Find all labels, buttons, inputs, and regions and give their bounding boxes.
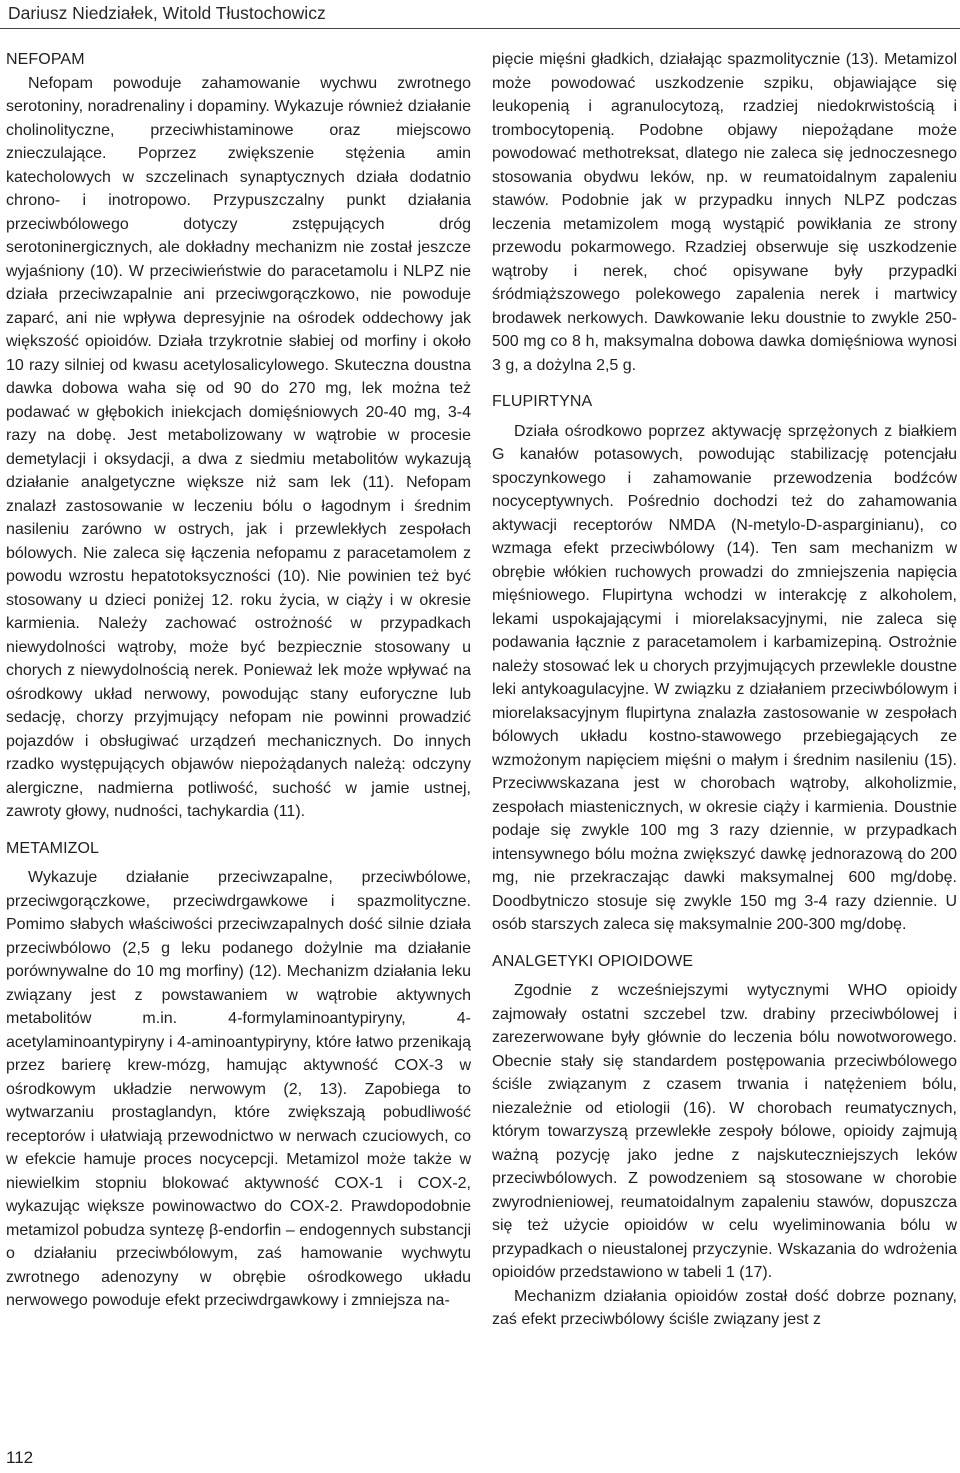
paragraph-nefopam: Nefopam powoduje zahamowanie wychwu zwrotnego serotoniny, noradrenaliny i dopaminy. Wykazuje również działanie cholinolityczne, przeciwhistaminowe oraz miejscowo znieczulające. Poprzez zwiększenie stężenia amin katecholowych w szczelinach synaptycznych działa dodatnio chrono- i inotropowo. Przypuszczalny punkt działania przeciwbólowego dotyczy zstępujących dróg serotoninergicznych, ale dokładny mechanizm nie został jeszcze wyjaśniony (10). W przeciwieństwie do paracetamolu i NLPZ nie działa przeciwzapalnie ani przeciwgorączkowo, nie powoduje zaparć, ani nie wpływa depresyjnie na ośrodek oddechowy jak większość opioidów. Działa trzykrotnie słabiej od morfiny i około 10 razy silniej od kwasu acetylosalicylowego. Skuteczna doustna dawka dobowa waha się od 90 do 270 mg, lek można też podawać w głębokich iniekcjach domięśniowych 20-40 mg, 3-4 razy na dobę. Jest metabolizowany w wątrobie w procesie demetylacji i oksydacji, a dwa z siedmiu metabolitów wykazują działanie analgetyczne większe niż sam lek (11). Nefopam znalazł zastosowanie w leczeniu bólu o łagodnym i średnim nasileniu zarówno w ostrych, jak i przewlekłych zespołach bólowych. Nie zaleca się łączenia nefopamu z paracetamolem z powodu wzrostu hepatotoksyczności (10). Nie powinien też być stosowany u dzieci poniżej 12. roku życia, w ciąży i w okresie karmienia. Należy zachować ostrożność w przypadkach niewydolności wątroby, może być bezpiecznie stosowany u chorych z niewydolnością nerek. Ponieważ lek może wpływać na ośrodkowy układ nerwowy, powodując stany euforyczne lub sedację, chorzy przyjmujący nefopam nie powinni prowadzić pojazdów i obsługiwać urządzeń mechanicznych. Do innych rzadko występujących objawów niepożądanych należą: odczyny alergiczne, nadmierna potliwość, suchość w jamie ustnej, zawroty głowy, nudności, tachykardia (11). bbox=[6, 74, 471, 820]
left-column bbox=[6, 48, 471, 1313]
section-heading-metamizol: METAMIZOL bbox=[6, 839, 100, 857]
paragraph-analgetyki-2: Mechanizm działania opioidów został dość dobrze poznany, zaś efekt przeciwbólowy ściśle związany jest z bbox=[492, 1287, 957, 1328]
right-column bbox=[492, 48, 957, 1332]
paragraph-metamizol-continued: pięcie mięśni gładkich, działając spazmolitycznie (13). Metamizol może powodować uszkodzenie szpiku, objawiające się leukopenią i agranulocytozą, rzadziej niedokrwistością i trombocytopenią. Podobne objawy niepożądane może powodować methotreksat, dlatego nie zaleca się jednoczesnego stosowania obydwu leków, np. w reumatoidalnym zapaleniu stawów. Podobnie jak w przypadku innych NLPZ podczas leczenia metamizolem mogą wystąpić powikłania ze strony przewodu pokarmowego. Rzadziej obserwuje się uszkodzenie wątroby i nerek, choć opisywane były przypadki śródmiąższowego polekowego zapalenia nerek i martwicy brodawek nerkowych. Dawkowanie leku doustnie to zwykle 250-500 mg co 8 h, maksymalna dobowa dawka domięśniowa wynosi 3 g, a dożylna 2,5 g. bbox=[492, 51, 957, 374]
section-heading-nefopam: NEFOPAM bbox=[6, 51, 85, 68]
paragraph-analgetyki-1: Zgodnie z wcześniejszymi wytycznymi WHO opioidy zajmowały ostatni szczebel tzw. drabiny przeciwbólowej i zarezerwowane były głównie do leczenia bólu nowotworowego. Obecnie stały się standardem postępowania przeciwbólowego ściśle związanym z czasem trwania i natężeniem bólu, niezależnie od etiologii (16). W chorobach reumatycznych, którym towarzyszą przewlekłe zespoły bólowe, opioidy zajmują ważną pozycję jako jedne z najskuteczniejszych leków przeciwbólowych. Z powodzeniem są stosowane w chorobie zwyrodnieniowej, reumatoidalnym zapaleniu stawów, dopuszcza się też użycie opioidów w celu wyeliminowania bólu w przypadkach o nieustalonej przyczynie. Wskazania do wdrożenia opioidów przedstawiono w tabeli 1 (17). bbox=[492, 982, 957, 1281]
section-heading-analgetyki-opioidowe: ANALGETYKI OPIOIDOWE bbox=[492, 952, 694, 970]
running-head-authors: Dariusz Niedziałek, Witold Tłustochowicz bbox=[8, 3, 326, 23]
header-rule bbox=[0, 28, 960, 29]
paragraph-flupirtyna: Działa ośrodkowo poprzez aktywację sprzężonych z białkiem G kanałów potasowych, powodując stabilizację potencjału spoczynkowego i zahamowanie przewodzenia bodźców nocyceptywnych. Pośrednio dochodzi też do zahamowania aktywacji receptorów NMDA (N-metylo-D-asparginianu), co wzmaga efekt przeciwbólowy (14). Ten sam mechanizm w obrębie włókien ruchowych prowadzi do zmniejszenia napięcia mięśniowego. Flupirtyna wchodzi w interakcję z alkoholem, lekami uspokajającymi i miorelaksacyjnymi, nie zaleca się podawania łącznie z paracetamolem i karbamizepiną. Ostrożnie należy stosować lek u chorych przyjmujących przewlekle doustne leki antykoagulacyjne. W związku z działaniem przeciwbólowym i miorelaksacyjnym flupirtyna znalazła zastosowanie w zespołach bólowych układu kostno-stawowego przebiegających ze wzmożonym napięciem mięśni o małym i średnim nasileniu (15). Przeciwwskazana jest w chorobach wątroby, alkoholizmie, zespołach miastenicznych, w okresie ciąży i karmienia. Doustnie podaje się zwykle 100 mg 3 razy dziennie, w przypadkach intensywnego bólu można zwiększyć dawkę jednorazową do 200 mg, nie przekraczając dawki maksymalnej 600 mg/dobę. Doodbytniczo stosuje się zwykle 150 mg 3-4 razy dziennie. U osób starszych zaleca się maksymalnie 200-300 mg/dobę. bbox=[492, 422, 957, 933]
paragraph-metamizol: Wykazuje działanie przeciwzapalne, przeciwbólowe, przeciwgorączkowe, przeciwdrgawkowe i spazmolityczne. Pomimo słabych właściwości przeciwzapalnych dość silnie działa przeciwbólowo (2,5 g leku podanego dożylnie ma działanie porównywalne do 10 mg morfiny) (12). Mechanizm działania leku związany jest z powstawaniem w wątrobie aktywnych metabolitów m.in. 4-formylaminoantypiryny, 4-acetylaminoantypiryny i 4-aminoantypiryny, które łatwo przenikają przez barierę krew-mózg, hamując aktywność COX-3 w ośrodkowym układzie nerwowym (2, 13). Zapobiega to wytwarzaniu prostaglandyn, które zwiększają pobudliwość receptorów i ułatwiają przewodnictwo w nerwach czuciowych, co w efekcie hamuje proces nocycepcji. Metamizol może także w niewielkim stopniu blokować aktywność COX-1 i COX-2, wykazując większe powinowactwo do COX-2. Prawdopodobnie metamizol pobudza syntezę β-endorfin – endogennych substancji o działaniu przeciwbólowym, zaś hamowanie wychwytu zwrotnego adenozyny w obrębie ośrodkowego układu nerwowego powoduje efekt przeciwdrgawkowy i zmniejsza na- bbox=[6, 869, 471, 1309]
section-heading-flupirtyna: FLUPIRTYNA bbox=[492, 393, 593, 410]
page-number: 112 bbox=[6, 1448, 34, 1467]
